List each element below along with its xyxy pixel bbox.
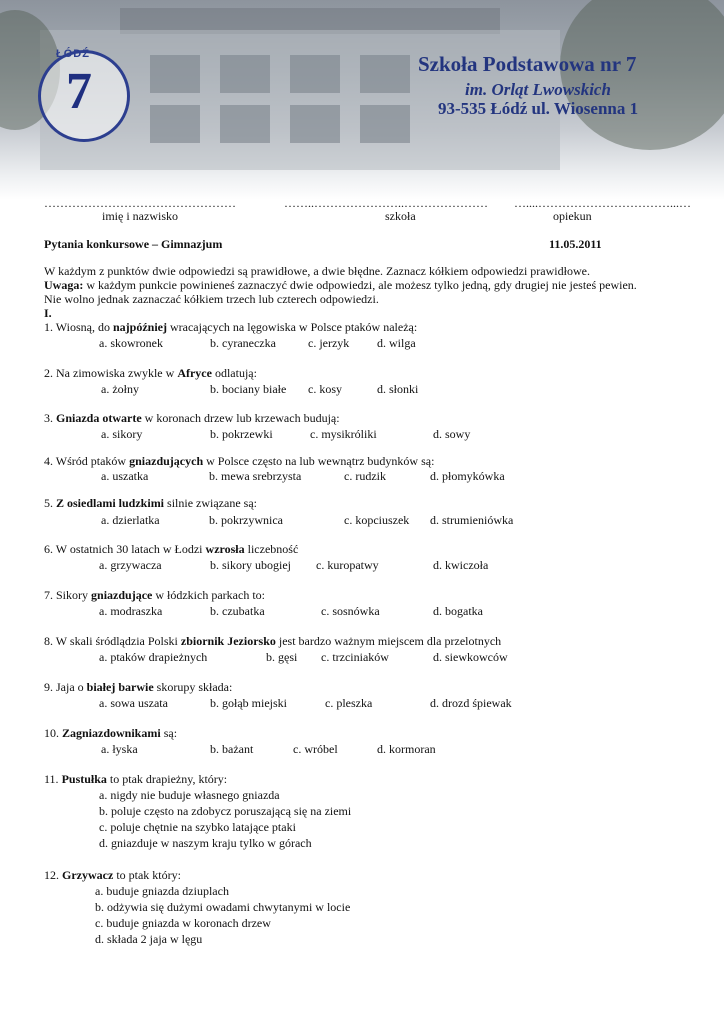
instruction-line: W każdym z punktów dwie odpowiedzi są prawidłowe, a dwie błędne. Zaznacz kółkiem odpowiedzi prawidłowe. xyxy=(44,264,590,278)
answer-option[interactable]: c. sosnówka xyxy=(321,604,380,618)
answer-option[interactable]: d. kwiczoła xyxy=(433,558,489,572)
answer-option[interactable]: a. sowa uszata xyxy=(99,696,168,710)
question-text: 1. Wiosną, do najpóźniej wracających na lęgowiska w Polsce ptaków należą: xyxy=(44,320,418,334)
answer-option[interactable]: d. kormoran xyxy=(377,742,436,756)
answer-option[interactable]: a. nigdy nie buduje własnego gniazda xyxy=(99,788,280,802)
answer-option[interactable]: c. poluje chętnie na szybko latające ptaki xyxy=(99,820,296,834)
logo-number: 7 xyxy=(66,63,92,120)
answer-option[interactable]: c. kopciuszek xyxy=(344,513,410,527)
answer-option[interactable]: a. sikory xyxy=(101,427,143,441)
answer-option[interactable]: b. odżywia się dużymi owadami chwytanymi w locie xyxy=(95,900,351,914)
answer-option[interactable]: d. sowy xyxy=(433,427,471,441)
answer-option[interactable]: b. bociany białe xyxy=(210,382,287,396)
school-address: 93-535 Łódź ul. Wiosenna 1 xyxy=(438,99,639,118)
question-text: 3. Gniazda otwarte w koronach drzew lub krzewach budują: xyxy=(44,411,340,425)
answer-option[interactable]: a. modraszka xyxy=(99,604,163,618)
window xyxy=(290,55,340,93)
answer-option[interactable]: a. dzierlatka xyxy=(101,513,160,527)
question-text: 9. Jaja o białej barwie skorupy składa: xyxy=(44,680,233,694)
answer-option[interactable]: b. czubatka xyxy=(210,604,265,618)
answer-option[interactable]: b. pokrzywnica xyxy=(209,513,283,527)
window xyxy=(150,55,200,93)
question-text: 8. W skali śródlądzia Polski zbiornik Jeziorsko jest bardzo ważnym miejscem dla przelotnych xyxy=(44,634,502,648)
answer-option[interactable]: a. grzywacza xyxy=(99,558,162,572)
instruction-line: Nie wolno jednak zaznaczać kółkiem trzech lub czterech odpowiedzi. xyxy=(44,292,379,306)
question-text: 5. Z osiedlami ludzkimi silnie związane są: xyxy=(44,496,257,510)
answer-option[interactable]: b. gołąb miejski xyxy=(210,696,287,710)
answer-option[interactable]: a. łyska xyxy=(101,742,138,756)
answer-option[interactable]: b. gęsi xyxy=(266,650,298,664)
answer-option[interactable]: a. żołny xyxy=(101,382,139,396)
answer-option[interactable]: d. bogatka xyxy=(433,604,483,618)
uwaga-text: w każdym punkcie powinieneś zaznaczyć dwie odpowiedzi, ale możesz tylko jedną, gdy drugiej nie jesteś pewien. xyxy=(83,278,637,292)
answer-option[interactable]: c. buduje gniazda w koronach drzew xyxy=(95,916,271,930)
school-field-dots: ……..…………………..………………… xyxy=(284,196,488,210)
answer-option[interactable]: c. kuropatwy xyxy=(316,558,379,572)
question-text: 12. Grzywacz to ptak który: xyxy=(44,868,181,882)
date: 11.05.2011 xyxy=(549,237,602,251)
school-subtitle: im. Orląt Lwowskich xyxy=(465,80,611,99)
question-text: 11. Pustułka to ptak drapieżny, który: xyxy=(44,772,228,786)
question-text: 10. Zagniazdownikami są: xyxy=(44,726,178,740)
window xyxy=(150,105,200,143)
answer-option[interactable]: a. ptaków drapieżnych xyxy=(99,650,208,664)
answer-option[interactable]: d. płomykówka xyxy=(430,469,505,483)
answer-option[interactable]: c. wróbel xyxy=(293,742,338,756)
window xyxy=(290,105,340,143)
answer-option[interactable]: c. pleszka xyxy=(325,696,373,710)
answer-option[interactable]: a. uszatka xyxy=(101,469,149,483)
uwaga-label: Uwaga: xyxy=(44,278,84,292)
window xyxy=(360,105,410,143)
answer-option[interactable]: d. wilga xyxy=(377,336,416,350)
school-field-label: szkoła xyxy=(385,209,416,223)
page-title: Pytania konkursowe – Gimnazjum xyxy=(44,237,223,251)
answer-option[interactable]: d. gniazduje w naszym kraju tylko w górach xyxy=(99,836,312,850)
question-text: 2. Na zimowiska zwykle w Afryce odlatują: xyxy=(44,366,257,380)
answer-option[interactable]: d. składa 2 jaja w lęgu xyxy=(95,932,203,946)
header-banner xyxy=(0,0,724,200)
answer-option[interactable]: a. skowronek xyxy=(99,336,163,350)
question-text: 6. W ostatnich 30 latach w Łodzi wzrosła liczebność xyxy=(44,542,299,556)
answer-option[interactable]: d. siewkowców xyxy=(433,650,508,664)
window xyxy=(220,105,270,143)
answer-option[interactable]: a. buduje gniazda dziuplach xyxy=(95,884,229,898)
answer-option[interactable]: b. pokrzewki xyxy=(210,427,273,441)
answer-option[interactable]: c. kosy xyxy=(308,382,342,396)
answer-option[interactable]: b. cyraneczka xyxy=(210,336,276,350)
teacher-field-label: opiekun xyxy=(553,209,592,223)
answer-option[interactable]: d. drozd śpiewak xyxy=(430,696,512,710)
window xyxy=(220,55,270,93)
answer-option[interactable]: b. poluje często na zdobycz poruszającą się na ziemi xyxy=(99,804,352,818)
name-field-dots: ………………………………………… xyxy=(44,196,236,210)
answer-option[interactable]: c. mysikróliki xyxy=(310,427,377,441)
answer-option[interactable]: b. mewa srebrzysta xyxy=(209,469,302,483)
name-field-label: imię i nazwisko xyxy=(102,209,178,223)
instruction-note xyxy=(44,278,637,292)
question-text: 7. Sikory gniazdujące w łódzkich parkach to: xyxy=(44,588,265,602)
answer-option[interactable]: c. jerzyk xyxy=(308,336,350,350)
school-name: Szkoła Podstawowa nr 7 xyxy=(418,52,637,76)
teacher-field-dots: …....……………………………...… xyxy=(514,196,691,210)
section-number: I. xyxy=(44,306,52,320)
answer-option[interactable]: c. rudzik xyxy=(344,469,386,483)
window xyxy=(360,55,410,93)
logo-city-text: ŁÓDŹ xyxy=(56,48,90,60)
answer-option[interactable]: d. słonki xyxy=(377,382,419,396)
answer-option[interactable]: c. trzciniaków xyxy=(321,650,389,664)
answer-option[interactable]: b. bażant xyxy=(210,742,254,756)
answer-option[interactable]: d. strumieniówka xyxy=(430,513,514,527)
question-text: 4. Wśród ptaków gniazdujących w Polsce często na lub wewnątrz budynków są: xyxy=(44,454,435,468)
answer-option[interactable]: b. sikory ubogiej xyxy=(210,558,291,572)
